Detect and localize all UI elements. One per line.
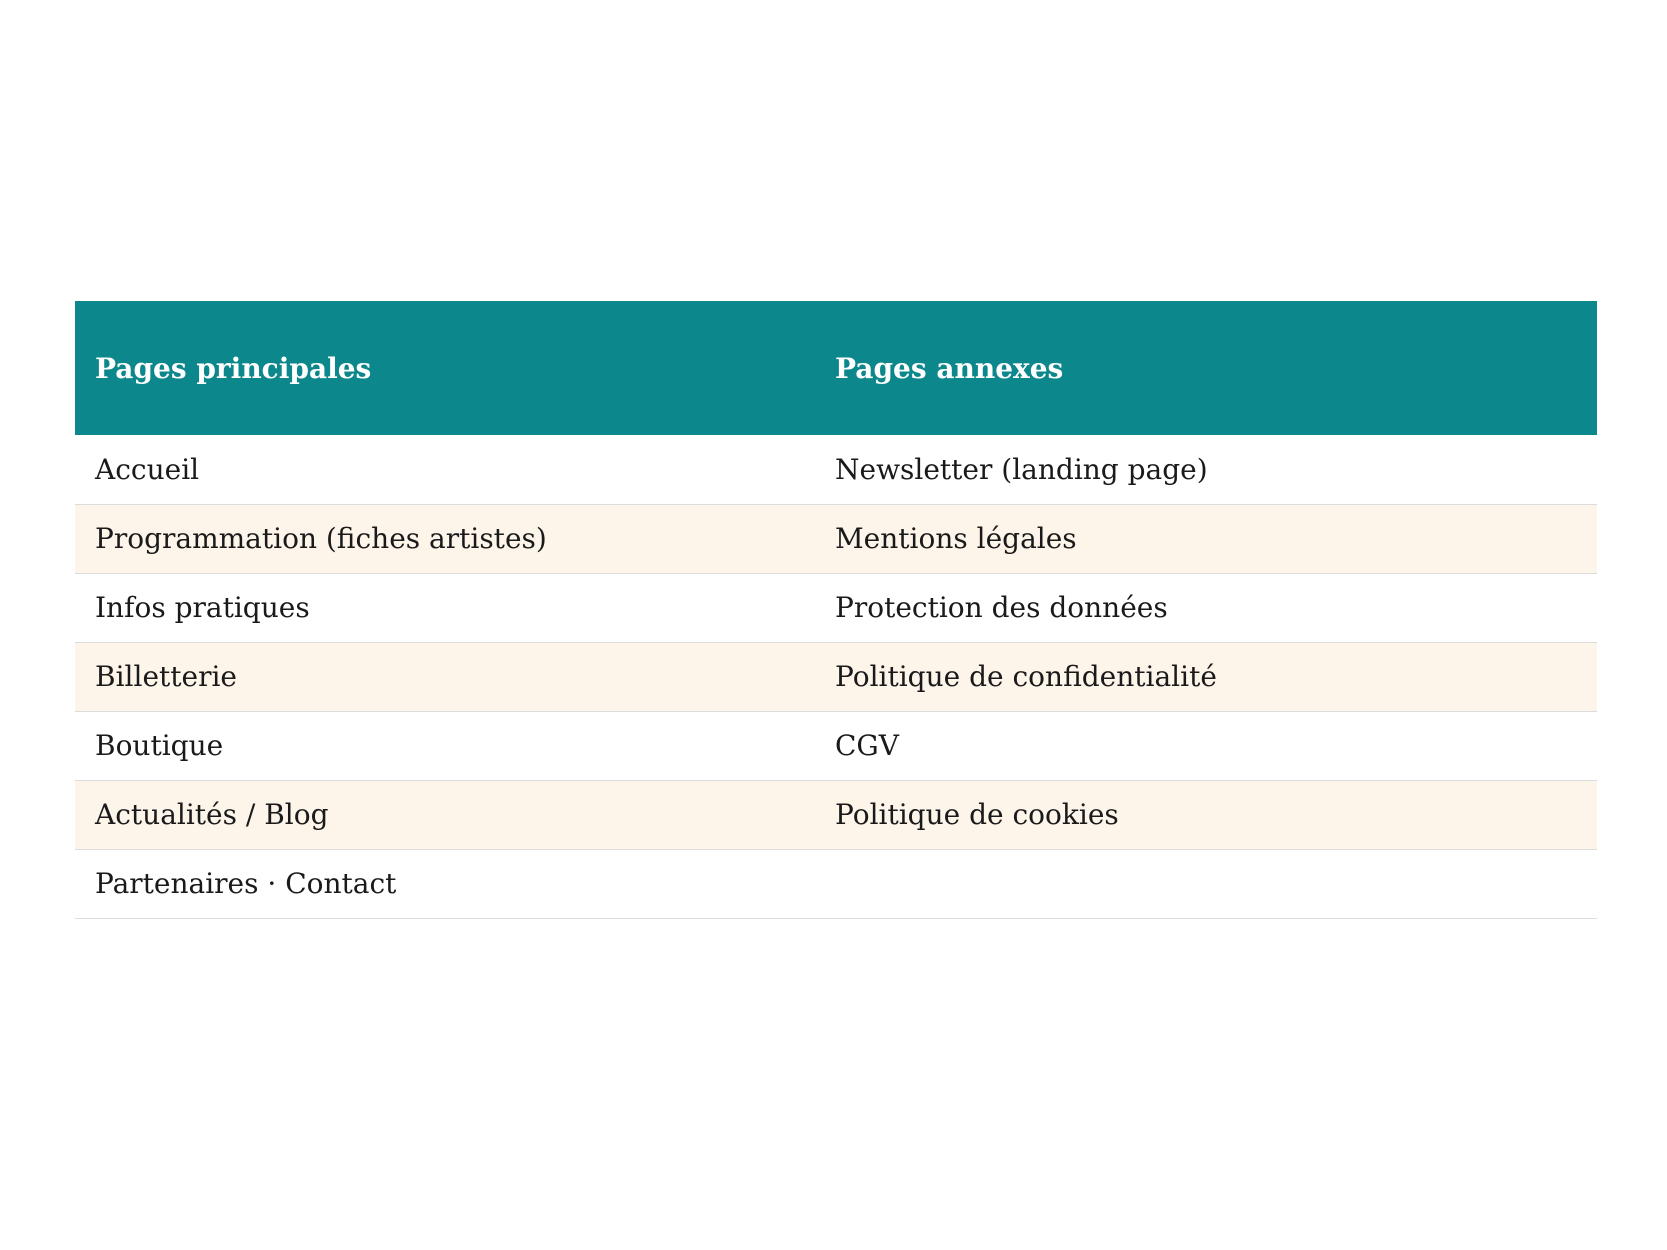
table-row — [75, 711, 1597, 780]
secondary-page-cell: Newsletter (landing page) — [835, 452, 1208, 486]
secondary-page-cell: Mentions légales — [835, 522, 1077, 555]
main-page-cell: Actualités / Blog — [95, 798, 329, 831]
secondary-page-cell: Protection des données — [835, 591, 1168, 624]
secondary-page-cell: Politique de confidentialité — [835, 660, 1217, 693]
table-row — [75, 849, 1597, 918]
main-page-cell: Partenaires · Contact — [95, 867, 397, 900]
table-body — [75, 435, 1597, 918]
main-page-cell: Boutique — [95, 729, 224, 762]
table-row — [75, 504, 1597, 573]
main-page-cell: Billetterie — [95, 660, 237, 693]
secondary-page-cell — [815, 849, 1597, 918]
table-header — [75, 301, 1597, 435]
secondary-page-cell: CGV — [835, 729, 900, 762]
table-row — [75, 435, 1597, 504]
header-main-pages: Pages principales — [95, 351, 372, 385]
table-row — [75, 573, 1597, 642]
sitemap-table — [75, 301, 1597, 919]
main-page-cell: Infos pratiques — [95, 591, 310, 624]
main-page-cell: Programmation (fiches artistes) — [95, 522, 547, 555]
table-row — [75, 642, 1597, 711]
main-page-cell: Accueil — [95, 452, 200, 486]
secondary-page-cell: Politique de cookies — [835, 798, 1119, 831]
header-secondary-pages: Pages annexes — [835, 351, 1064, 385]
table-row — [75, 780, 1597, 849]
header-row — [75, 301, 1597, 435]
